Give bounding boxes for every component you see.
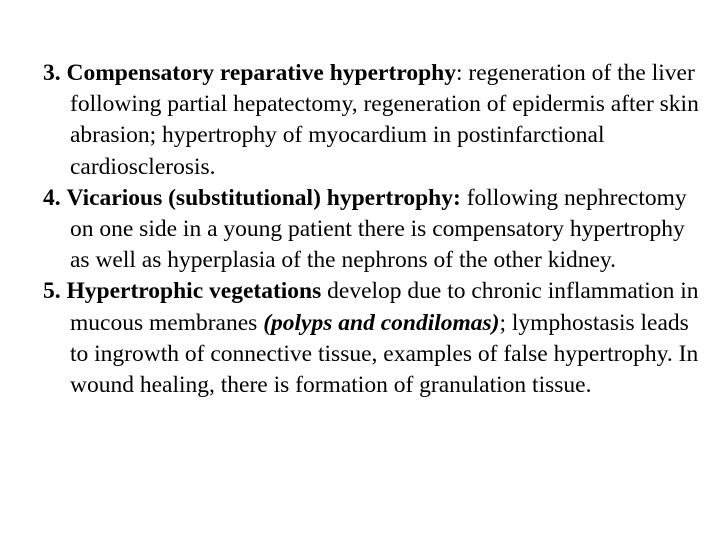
item-number: 4. <box>43 184 61 211</box>
item-number: 3. <box>43 60 61 86</box>
item-description: develop due to chronic inflammation in mucous membranes <box>70 278 699 336</box>
item-description: : regeneration of the liver following partial hepatectomy, regeneration of epidermis after skin abrasion; hypertrophy of myocardium in postinfarctional cardiosclerosis. <box>70 60 699 180</box>
item-term: Vicarious (substitutional) hypertrophy: <box>66 184 461 211</box>
item-description: following nephrectomy on one side in a young patient there is compensatory hypertrophy as well as hyperplasia of the nephrons of the other kidney. <box>70 184 687 274</box>
list-item-vegetations <box>43 276 703 401</box>
item-number: 5. <box>43 278 61 305</box>
list-item-vicarious <box>43 183 703 277</box>
list-item-compensatory <box>43 58 703 183</box>
item-description-continued: ; lymphostasis leads to ingrowth of connective tissue, examples of false hypertrophy. In wound healing, there is formation of granulation tissue. <box>70 309 699 399</box>
item-term: Hypertrophic vegetations <box>66 278 322 305</box>
item-emphasis: (polyps and condilomas) <box>263 309 500 336</box>
item-term: Compensatory reparative hypertrophy <box>66 60 456 86</box>
hypertrophy-types-list <box>43 58 703 401</box>
